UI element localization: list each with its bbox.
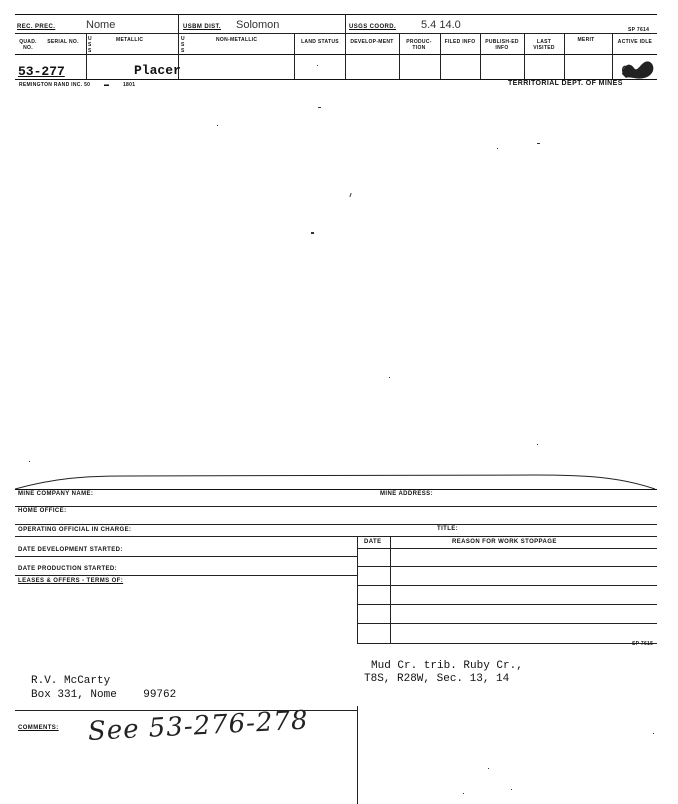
quad-serial-value: 53-277 <box>18 64 65 79</box>
usgs-coord-label: USGS COORD. <box>349 24 397 30</box>
metallic-value: Placer <box>134 63 181 78</box>
col-active-idle: ACTIVE IDLE <box>617 39 653 45</box>
form-number: SP 7614 <box>628 27 650 33</box>
rec-prec-value: Nome <box>86 19 116 31</box>
inkblot-mark <box>620 54 656 80</box>
location-line-2: T8S, R28W, Sec. 13, 14 <box>364 673 510 685</box>
usbm-dist-value: Solomon <box>236 19 280 31</box>
col-last-visited: LAST VISITED <box>533 39 555 51</box>
comments-handwritten: See 53-276-278 <box>87 705 310 747</box>
col-merit: MERIT <box>577 37 595 43</box>
form-number-2: SP 7615 <box>632 641 654 647</box>
col-serial-no: SERIAL NO. <box>47 39 79 45</box>
col-quad-no: QUAD. NO. <box>19 39 37 51</box>
col-production: PRODUC-TION <box>406 39 432 51</box>
department-label: TERRITORIAL DEPT. OF MINES <box>508 80 623 87</box>
col-published-info: PUBLISH-ED INFO <box>485 39 519 51</box>
date-production-label: DATE PRODUCTION STARTED: <box>18 566 118 572</box>
owner-name: R.V. McCarty <box>31 675 111 687</box>
usbm-dist-label: USBM DIST. <box>183 24 222 30</box>
col-development: DEVELOP-MENT <box>350 39 394 45</box>
date-development-label: DATE DEVELOPMENT STARTED: <box>18 547 123 553</box>
location-line-1: Mud Cr. trib. Ruby Cr., <box>371 660 523 672</box>
home-office-label: HOME OFFICE: <box>18 508 67 514</box>
col-nonmetallic-codes: U S S <box>181 36 185 54</box>
printer-label: REMINGTON RAND INC. 50 ▬ 1801 <box>19 82 136 88</box>
owner-address: Box 331, Nome 99762 <box>31 689 177 701</box>
usgs-coord-value: 5.4 14.0 <box>421 19 461 31</box>
col-filed-info: FILED INFO <box>444 39 476 45</box>
col-metallic: METALLIC <box>116 37 144 43</box>
land-status-value: . <box>316 58 319 69</box>
operating-official-label: OPERATING OFFICIAL IN CHARGE: <box>18 527 132 533</box>
col-nonmetallic: NON-METALLIC <box>216 37 258 43</box>
mine-address-label: MINE ADDRESS: <box>380 491 433 497</box>
reason-column-header: REASON FOR WORK STOPPAGE <box>452 539 557 545</box>
col-metallic-codes: U S S <box>88 36 92 54</box>
title-label: TITLE: <box>437 526 459 532</box>
date-column-header: DATE <box>364 539 382 545</box>
rec-prec-label: REC. PREC. <box>17 24 56 30</box>
leases-label: LEASES & OFFERS - TERMS OF: <box>18 578 124 584</box>
col-land-status: LAND STATUS <box>301 39 339 45</box>
mine-company-label: MINE COMPANY NAME: <box>18 491 94 497</box>
comments-label: COMMENTS: <box>18 725 59 731</box>
